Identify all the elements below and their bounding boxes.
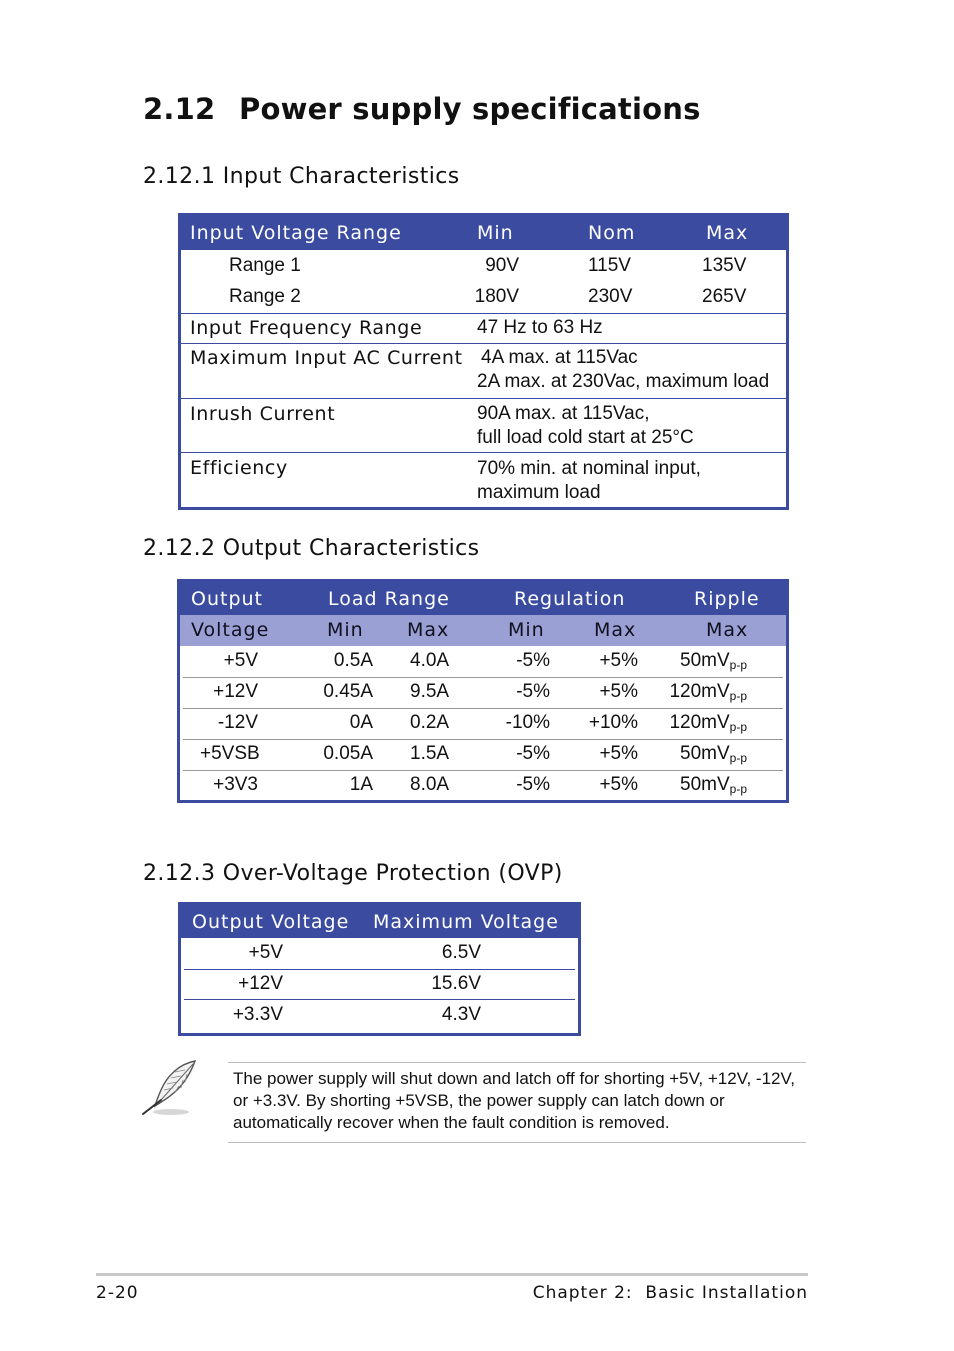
reg-max-cell: +5%	[599, 650, 638, 671]
table-row	[180, 677, 786, 708]
input-voltage-range-header: Input Voltage Range	[190, 222, 402, 244]
efficiency-line2: maximum load	[477, 482, 601, 503]
table-row	[180, 739, 786, 770]
voltage-cell: +5VSB	[200, 743, 260, 764]
load-min-cell: 0A	[349, 712, 373, 733]
divider	[181, 313, 786, 314]
ripple-value: 120mV	[669, 681, 730, 702]
table-row	[180, 770, 786, 801]
nom-header: Nom	[588, 222, 636, 244]
note-top-rule	[228, 1062, 806, 1063]
ovp-output-cell: +3.3V	[232, 1004, 283, 1025]
ovp-table	[178, 902, 581, 1036]
output-voltage-header: Output Voltage	[192, 911, 350, 933]
reg-max-subheader: Max	[594, 619, 637, 641]
range-1-label: Range 1	[229, 255, 301, 276]
load-min-cell: 0.45A	[323, 681, 373, 702]
ovp-table-header	[181, 905, 578, 938]
voltage-cell: +3V3	[213, 774, 258, 795]
ovp-maximum-cell: 4.3V	[441, 1004, 481, 1025]
ripple-header: Ripple	[694, 588, 760, 610]
divider	[181, 452, 786, 453]
ripple-unit-suffix: p-p	[729, 720, 747, 734]
ripple-cell	[650, 681, 747, 703]
ripple-cell	[650, 650, 747, 672]
reg-max-cell: +5%	[599, 774, 638, 795]
voltage-cell: +12V	[213, 681, 258, 702]
voltage-subheader: Voltage	[191, 619, 270, 641]
inrush-current-line2: full load cold start at 25°C	[477, 427, 694, 448]
range-2-nom: 230V	[588, 286, 633, 307]
ripple-unit-suffix: p-p	[729, 689, 747, 703]
chapter-label: Chapter 2: Basic Installation	[532, 1283, 808, 1303]
ripple-value: 50mV	[680, 743, 730, 764]
input-frequency-value: 47 Hz to 63 Hz	[477, 317, 603, 338]
load-min-cell: 0.5A	[333, 650, 373, 671]
section-number: 2.12	[143, 92, 216, 126]
page-title	[143, 92, 701, 126]
output-characteristics-table	[177, 579, 789, 803]
input-characteristics-table	[178, 213, 789, 510]
reg-max-cell: +5%	[599, 743, 638, 764]
load-range-header: Load Range	[328, 588, 450, 610]
max-input-current-line2: 2A max. at 230Vac, maximum load	[477, 371, 770, 392]
range-1-min: 90V	[485, 255, 519, 276]
ripple-unit-suffix: p-p	[729, 751, 747, 765]
maximum-voltage-header: Maximum Voltage	[373, 911, 559, 933]
inrush-current-label: Inrush Current	[190, 403, 336, 425]
ripple-value: 50mV	[680, 650, 730, 671]
output-table-subheader	[180, 615, 786, 646]
ripple-unit-suffix: p-p	[729, 782, 747, 796]
voltage-cell: +5V	[223, 650, 258, 671]
reg-min-cell: -5%	[516, 650, 550, 671]
load-min-cell: 0.05A	[323, 743, 373, 764]
footer-rule	[96, 1273, 808, 1276]
input-characteristics-heading: 2.12.1 Input Characteristics	[143, 164, 460, 189]
ovp-maximum-cell: 6.5V	[441, 942, 481, 963]
ripple-cell	[650, 743, 747, 765]
ripple-value: 120mV	[669, 712, 730, 733]
range-2-label: Range 2	[229, 286, 301, 307]
load-max-cell: 1.5A	[410, 743, 450, 764]
output-table-header	[180, 582, 786, 615]
ripple-cell	[650, 712, 747, 734]
table-row	[181, 969, 578, 999]
min-header: Min	[477, 222, 514, 244]
reg-min-cell: -5%	[516, 774, 550, 795]
divider	[181, 343, 786, 344]
note-text: The power supply will shut down and latch off for shorting +5V, +12V, -12V, or +3.3V. By shorting +5VSB, the power supply can latch down or automatically recover when the fault condition is removed.	[233, 1069, 795, 1132]
load-max-subheader: Max	[407, 619, 450, 641]
output-header: Output	[191, 588, 263, 610]
ovp-heading: 2.12.3 Over-Voltage Protection (OVP)	[143, 861, 563, 886]
reg-min-cell: -5%	[516, 681, 550, 702]
load-max-cell: 4.0A	[410, 650, 450, 671]
reg-min-subheader: Min	[508, 619, 545, 641]
max-input-current-label: Maximum Input AC Current	[190, 347, 463, 369]
table-row	[181, 999, 578, 1033]
inrush-current-line1: 90A max. at 115Vac,	[477, 403, 650, 424]
ripple-value: 50mV	[680, 774, 730, 795]
feather-quill-icon	[139, 1058, 201, 1118]
table-row	[180, 708, 786, 739]
load-max-cell: 0.2A	[410, 712, 450, 733]
input-table-header	[181, 216, 786, 250]
reg-min-cell: -5%	[516, 743, 550, 764]
load-min-cell: 1A	[349, 774, 373, 795]
range-2-max: 265V	[702, 286, 747, 307]
range-1-max: 135V	[702, 255, 747, 276]
regulation-header: Regulation	[514, 588, 626, 610]
ripple-unit-suffix: p-p	[729, 658, 747, 672]
input-frequency-label: Input Frequency Range	[190, 317, 423, 339]
reg-max-cell: +10%	[588, 712, 638, 733]
reg-min-cell: -10%	[505, 712, 550, 733]
table-row	[180, 646, 786, 677]
efficiency-label: Efficiency	[190, 457, 288, 479]
max-header: Max	[706, 222, 749, 244]
section-title: Power supply specifications	[239, 92, 701, 126]
load-max-cell: 8.0A	[410, 774, 450, 795]
range-1-nom: 115V	[588, 255, 631, 276]
ripple-max-subheader: Max	[706, 619, 749, 641]
ripple-cell	[650, 774, 747, 796]
ovp-output-cell: +12V	[238, 973, 283, 994]
reg-max-cell: +5%	[599, 681, 638, 702]
efficiency-line1: 70% min. at nominal input,	[477, 458, 701, 479]
note-bottom-rule	[228, 1142, 806, 1143]
load-min-subheader: Min	[327, 619, 364, 641]
load-max-cell: 9.5A	[410, 681, 450, 702]
range-2-min: 180V	[474, 286, 519, 307]
max-input-current-line1: 4A max. at 115Vac	[481, 347, 638, 368]
voltage-cell: -12V	[217, 712, 258, 733]
output-characteristics-heading: 2.12.2 Output Characteristics	[143, 536, 480, 561]
divider	[181, 398, 786, 399]
ovp-output-cell: +5V	[248, 942, 283, 963]
table-row	[181, 939, 578, 969]
page-number: 2-20	[96, 1283, 139, 1303]
ovp-maximum-cell: 15.6V	[431, 973, 481, 994]
